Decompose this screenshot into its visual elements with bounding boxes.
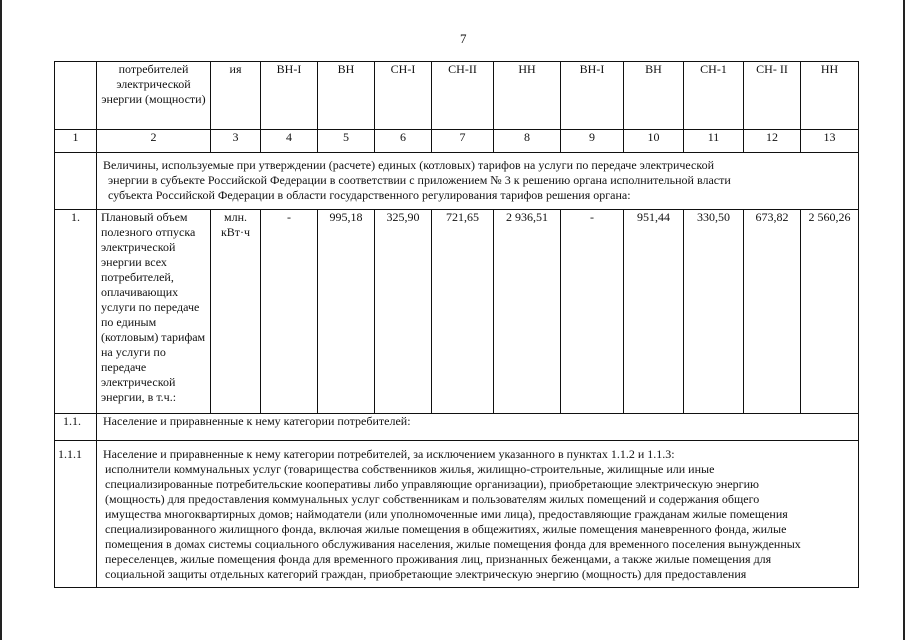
header-vn1-b: ВН-I [561, 62, 624, 130]
header-consumers: потребителей электрической энергии (мощности) [97, 62, 211, 130]
column-number: 12 [744, 130, 801, 153]
text-line: социальной защиты отдельных категорий граждан, приобретающие электрическую энергию (мощность) для предоставления [105, 567, 747, 581]
row-label: Плановый объем полезного отпуска электрической энергии всех потребителей, оплачивающих услуги по передаче по единым (котловым) тарифам на услуги по передаче электрической энергии, в т.ч.: [97, 210, 211, 414]
intro-text [97, 153, 859, 210]
value-vn1-b: - [561, 210, 624, 414]
column-number: 6 [375, 130, 432, 153]
value-vn1-a: - [261, 210, 318, 414]
value-vn-a: 995,18 [318, 210, 375, 414]
column-number: 10 [624, 130, 684, 153]
header-sn1-b: СН-1 [684, 62, 744, 130]
column-number: 3 [211, 130, 261, 153]
column-numbers-row [55, 130, 859, 153]
value-sn2-a: 721,65 [432, 210, 494, 414]
header-vn-b: ВН [624, 62, 684, 130]
header-unit: ия [211, 62, 261, 130]
intro-line: субъекта Российской Федерации в области государственного регулирования тарифов решения органа: [108, 188, 631, 202]
intro-number-cell [55, 153, 97, 210]
text-line: имущества многоквартирных домов; наймодатели (или уполномоченные ими лица), предоставляющие гражданам жилые помещения [105, 507, 788, 521]
column-number: 11 [684, 130, 744, 153]
scan-edge-left [0, 0, 2, 640]
header-nn-b: НН [801, 62, 859, 130]
text-line: (мощность) для предоставления коммунальных услуг собственникам и пользователям жилых помещений и содержания общего [105, 492, 760, 506]
value-sn2-b: 673,82 [744, 210, 801, 414]
text-line: Население и приравненные к нему категории потребителей, за исключением указанного в пунктах 1.1.2 и 1.1.3: [103, 447, 675, 461]
header-vn1-a: ВН-I [261, 62, 318, 130]
page-number: 7 [460, 31, 467, 46]
value-sn1-b: 330,50 [684, 210, 744, 414]
text-line: специализированные потребительские кооперативы либо управляющие организации), приобретающие электрическую энергию [105, 477, 759, 491]
intro-line: энергии в субъекте Российской Федерации в соответствии с приложением № 3 к решению органа исполнительной власти [108, 173, 731, 187]
column-number: 1 [55, 130, 97, 153]
value-vn-b: 951,44 [624, 210, 684, 414]
text-line: специализированного жилищного фонда, включая жилые помещения в общежитиях, жилые помещения маневренного фонда, жилые [105, 522, 787, 536]
header-sn2-a: СН-II [432, 62, 494, 130]
header-sn1-a: СН-I [375, 62, 432, 130]
column-number: 5 [318, 130, 375, 153]
text-line: помещения в домах системы социального обслуживания населения, жилые помещения фонда для временного поселения вынужденных [105, 537, 801, 551]
header-row [55, 62, 859, 130]
table-row [55, 210, 859, 414]
column-number: 8 [494, 130, 561, 153]
table-row [55, 414, 859, 441]
row-number: 1. [55, 210, 97, 414]
value-sn1-a: 325,90 [375, 210, 432, 414]
row-label: Население и приравненные к нему категории потребителей: [97, 414, 859, 441]
row-text [97, 441, 859, 588]
row-number: 1.1.1 [55, 441, 97, 588]
row-unit: млн. кВт·ч [211, 210, 261, 414]
intro-row [55, 153, 859, 210]
text-line: исполнители коммунальных услуг (товарищества собственников жилья, жилищно-строительные, жилищные или иные [105, 462, 715, 476]
tariff-table [54, 61, 859, 588]
column-number: 13 [801, 130, 859, 153]
column-number: 7 [432, 130, 494, 153]
header-sn2-b: СН- II [744, 62, 801, 130]
header-cell-1 [55, 62, 97, 130]
text-line: переселенцев, жилые помещения фонда для временного проживания лиц, признанных беженцами, а также жилые помещения для [105, 552, 772, 566]
column-number: 9 [561, 130, 624, 153]
table-row [55, 441, 859, 588]
row-number: 1.1. [55, 414, 97, 441]
column-number: 2 [97, 130, 211, 153]
value-nn-a: 2 936,51 [494, 210, 561, 414]
intro-line: Величины, используемые при утверждении (расчете) единых (котловых) тарифов на услуги по передаче электрической [103, 158, 715, 172]
value-nn-b: 2 560,26 [801, 210, 859, 414]
header-vn-a: ВН [318, 62, 375, 130]
header-nn-a: НН [494, 62, 561, 130]
column-number: 4 [261, 130, 318, 153]
